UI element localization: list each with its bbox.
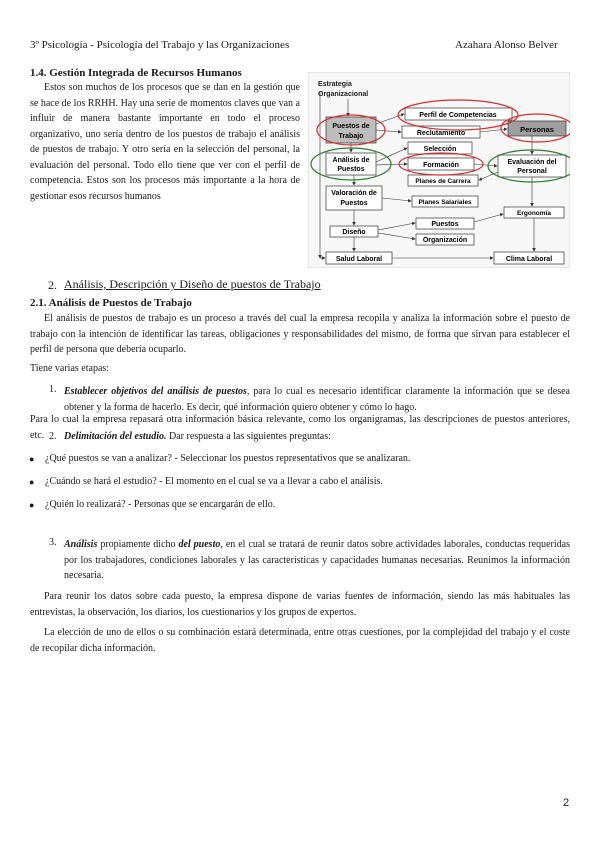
page-number: 2 [563,797,570,809]
box-puestos-label: Puestos [431,221,459,228]
step-2-text [64,431,331,442]
step-2-bold: Delimitación del estudio. [64,431,167,442]
step-2-number: 2. [49,431,57,442]
box-estrategia-line2: Organizacional [318,91,369,98]
box-evaluacion-l2: Personal [517,168,547,175]
box-puestos-trabajo-l2: Trabajo [338,133,364,140]
box-personas-label: Personas [520,125,554,134]
stages-label: Tiene varias etapas: [30,363,110,374]
box-ergonomia-label: Ergonomía [517,210,551,217]
hr-process-diagram [308,72,570,268]
para-sources: Para reunir los datos sobre cada puesto, la empresa dispone de varias fuentes de información, siendo las más habituales las entrevistas, la observación, los diarios, los cuestionarios y los grupos de expertos. [30,591,570,618]
step-2-rest: Dar respuesta a las siguientes preguntas: [166,431,331,442]
step-3-text [64,537,570,584]
bullet-item-3: ¿Quién lo realizará? - Personas que se encargarán de ello. [45,499,276,510]
section-2-number: 2. [48,278,57,292]
para-org-text: Para lo cual la empresa repasará otra información básica relevante, como los organigramas, las descripciones de puestos anteriores, etc. [30,414,570,441]
box-clima-label: Clima Laboral [505,256,553,263]
box-analisis-l1: Análisis de [332,157,370,164]
box-diseno-label: Diseño [342,229,366,236]
box-planes-carrera-label: Planes de Carrera [415,178,471,185]
box-valoracion-l1: Valoración de [331,190,377,197]
box-salud-label: Salud Laboral [335,256,383,263]
section-2-title: Análisis, Descripción y Diseño de puestos de Trabajo [64,277,321,291]
section-1-4-heading: 1.4. Gestión Integrada de Recursos Humanos [30,67,242,79]
step-1-bold: Establecer objetivos del análisis de puestos [64,386,247,397]
step-3-number: 3. [49,537,57,548]
step-3-mid: propiamente dicho [97,539,179,550]
section-2-1-intro: El análisis de puestos de trabajo es un proceso a través del cual la empresa recopila y analiza la información sobre el puesto de trabajo con la intención de identificar las tareas, obligaciones y responsabilidades del mismo, de forma que sirvan para establecer el perfil de persona que debería ocuparlo. [30,313,570,355]
header-course-title: 3º Psicología - Psicología del Trabajo y las Organizaciones [30,39,290,51]
bullet-item-2: ¿Cuándo se hará el estudio? - El momento en el cual se va a llevar a cabo el análisis. [45,476,383,487]
section-1-4-paragraph: Estos son muchos de los procesos que se dan en la gestión que se hace de los RRHH. Hay una serie de momentos claves que van a influir de manera bastante importante en todo el proceso organizativo, uno sería dentro de los puestos de trabajo el análisis de puestos de trabajo. Y otro sería en la selección del personal, la evaluación del personal. Todo ello tiene que ver con el perfil de competencia. Estos son los procesos más importante a la hora de gestionar esos recursos humanos [30,82,300,202]
box-formacion-label: Formación [423,162,459,169]
step-3-bold-2: del puesto [178,539,221,550]
step-3-rest: , en el cual se tratará de reunir datos sobre actividades laborales, conductas requeridas por los trabajadores, condiciones laborales y las características y capacidades humanas necesarias. Reunimos la información necesaria. [64,539,570,581]
box-analisis-l2: Puestos [337,166,365,173]
box-reclutamiento-label: Reclutamiento [416,130,466,137]
bullet-dot: ● [29,500,35,510]
box-valoracion-l2: Puestos [340,200,368,207]
box-organizacion-label: Organización [422,237,468,244]
box-estrategia-line1: Estrategia [318,81,352,88]
step-1-text [64,384,570,415]
step-1-rest: , para lo cual es necesario identificar claramente la información que se desea obtener y la forma de hacerlo. Es decir, qué información quiero obtener y cómo lo hago. [64,386,570,413]
box-perfil-label: Perfil de Competencias [419,112,497,119]
box-planes-salariales-label: Planes Salariales [418,199,472,206]
para-choice: La elección de uno de ellos o su combinación estará determinada, entre otras cuestiones, por la complejidad del trabajo y el coste de recopilar dicha información. [30,627,570,654]
step-3-bold-1: Análisis [64,539,98,550]
step-1-number: 1. [49,384,57,395]
box-seleccion-label: Selección [423,146,457,153]
bullet-dot: ● [29,454,35,464]
box-puestos-trabajo-l1: Puestos de [332,123,370,130]
bullet-dot: ● [29,477,35,487]
box-evaluacion-l1: Evaluación del [507,159,557,166]
header-author: Azahara Alonso Belver [455,39,558,51]
section-2-1-heading: 2.1. Análisis de Puestos de Trabajo [30,297,192,309]
bullet-item-1: ¿Qué puestos se van a analizar? - Seleccionar los puestos representativos que se analizaran. [45,453,411,464]
